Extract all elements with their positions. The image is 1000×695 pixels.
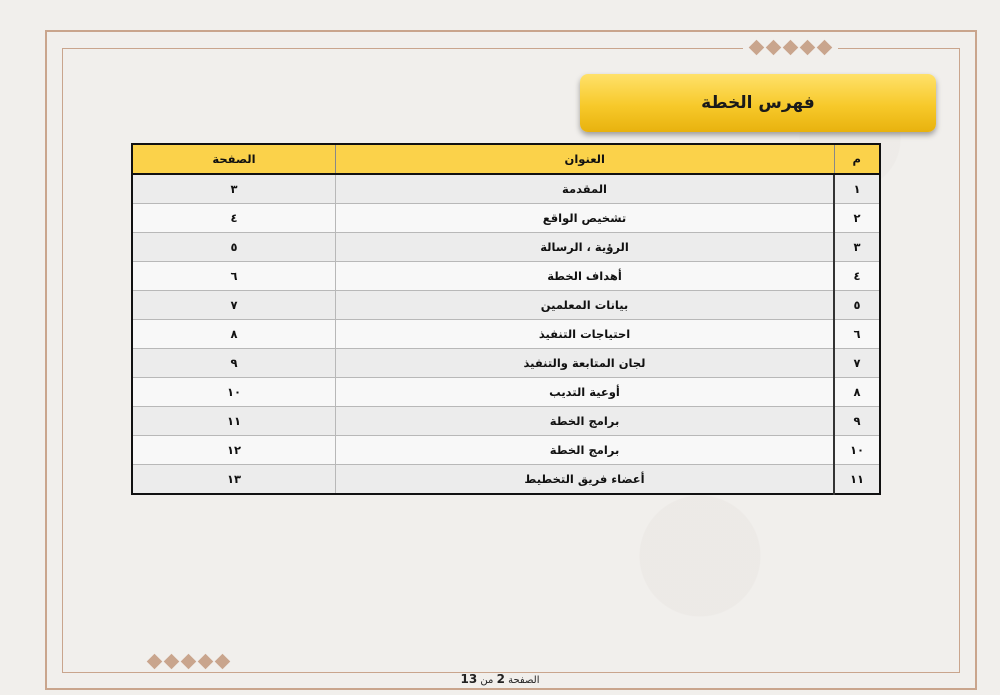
row-page: ١١	[132, 407, 336, 436]
row-title: الرؤية ، الرسالة	[336, 233, 835, 262]
row-number: ٨	[834, 378, 880, 407]
row-number: ٣	[834, 233, 880, 262]
table-row	[132, 436, 880, 465]
diamond-icon	[198, 654, 214, 670]
footer-current-page: 2	[496, 672, 505, 686]
table-row	[132, 349, 880, 378]
table-header-row	[132, 144, 880, 174]
page-title: فهرس الخطة	[701, 93, 815, 113]
index-table	[131, 143, 881, 495]
row-number: ٧	[834, 349, 880, 378]
header-number: م	[834, 144, 880, 174]
diamond-icon	[215, 654, 231, 670]
diamond-icon	[164, 654, 180, 670]
diamond-icon	[800, 40, 816, 56]
row-page: ٦	[132, 262, 336, 291]
row-page: ٤	[132, 204, 336, 233]
row-title: لجان المتابعة والتنفيذ	[336, 349, 835, 378]
diamond-icon	[181, 654, 197, 670]
row-page: ١٢	[132, 436, 336, 465]
row-number: ٢	[834, 204, 880, 233]
table-row	[132, 407, 880, 436]
title-banner	[580, 74, 936, 132]
top-diamond-ornament	[743, 42, 838, 53]
table-row	[132, 262, 880, 291]
row-title: تشخيص الواقع	[336, 204, 835, 233]
header-page: الصفحة	[132, 144, 336, 174]
bottom-diamond-ornament	[141, 656, 236, 667]
row-number: ٤	[834, 262, 880, 291]
row-page: ١٣	[132, 465, 336, 495]
row-title: بيانات المعلمين	[336, 291, 835, 320]
row-title: برامج الخطة	[336, 407, 835, 436]
diamond-icon	[749, 40, 765, 56]
row-number: ٥	[834, 291, 880, 320]
row-title: احتياجات التنفيذ	[336, 320, 835, 349]
row-page: ٧	[132, 291, 336, 320]
header-title: العنوان	[336, 144, 835, 174]
row-title: برامج الخطة	[336, 436, 835, 465]
table-row	[132, 233, 880, 262]
diamond-icon	[817, 40, 833, 56]
row-number: ١١	[834, 465, 880, 495]
footer-prefix: الصفحة	[508, 675, 540, 686]
table-body	[132, 174, 880, 494]
row-title: أهداف الخطة	[336, 262, 835, 291]
row-title: أوعية التديب	[336, 378, 835, 407]
row-page: ٨	[132, 320, 336, 349]
table-row	[132, 320, 880, 349]
row-number: ١٠	[834, 436, 880, 465]
footer-of: من	[480, 675, 494, 686]
table-row	[132, 174, 880, 204]
row-number: ٩	[834, 407, 880, 436]
row-page: ٣	[132, 174, 336, 204]
page-footer	[0, 672, 1000, 686]
row-number: ١	[834, 174, 880, 204]
row-title: أعضاء فريق التخطيط	[336, 465, 835, 495]
row-page: ١٠	[132, 378, 336, 407]
diamond-icon	[147, 654, 163, 670]
row-page: ٥	[132, 233, 336, 262]
table-row	[132, 204, 880, 233]
table-row	[132, 465, 880, 495]
diamond-icon	[783, 40, 799, 56]
diamond-icon	[766, 40, 782, 56]
table-row	[132, 291, 880, 320]
table-row	[132, 378, 880, 407]
footer-total-pages: 13	[460, 672, 478, 686]
row-number: ٦	[834, 320, 880, 349]
row-page: ٩	[132, 349, 336, 378]
row-title: المقدمة	[336, 174, 835, 204]
